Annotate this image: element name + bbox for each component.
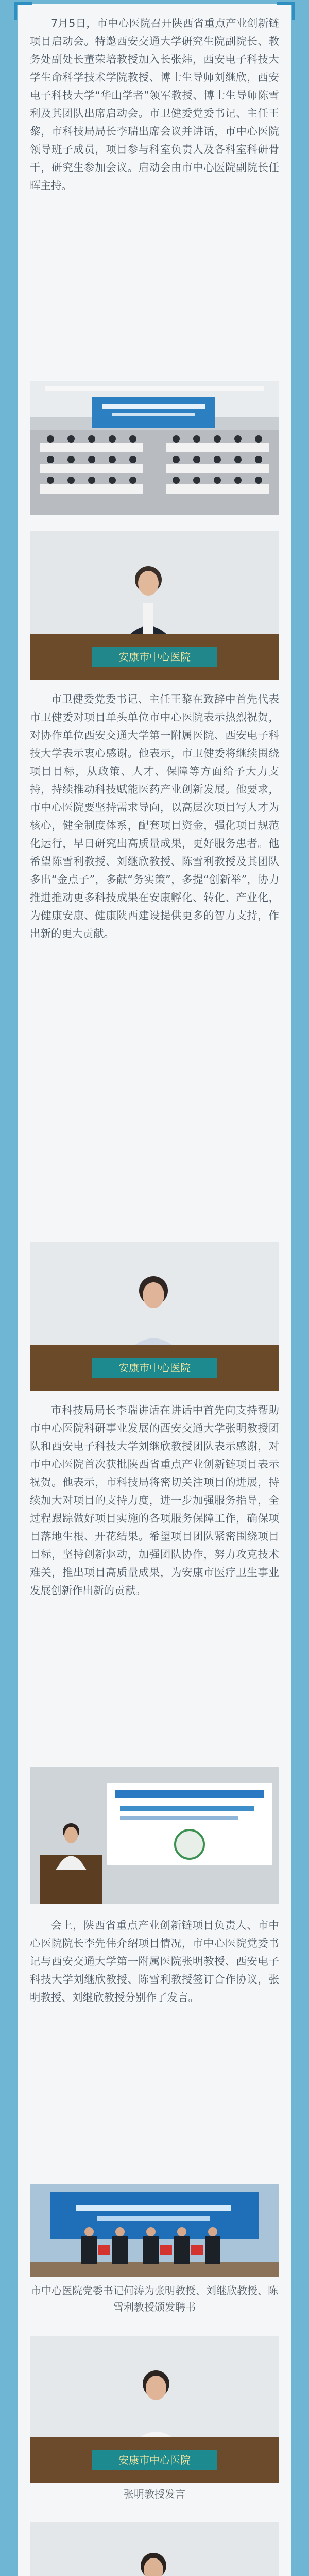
photo-speaker-wangli: [30, 531, 279, 680]
photo-zhangming-speech: [30, 2336, 279, 2483]
caption-zhangming: 张明教授发言: [124, 2488, 185, 2500]
banner-text: 安康市中心医院: [118, 1362, 191, 1374]
banner-text: 安康市中心医院: [118, 2454, 191, 2466]
frame-corner-top-right: [277, 2, 295, 20]
photo-speaker-lirui: [30, 1242, 279, 1391]
article-paragraph-3: 市科技局局长李瑞讲话在讲话中首先向支持帮助市中心医院科研事业发展的西安交通大学张明教授团队和西安电子科技大学刘继欣教授团队表示感谢，对市中心医院首次获批陕西省重点产业创新链项目表示祝贺。他表示，市科技局将密切关注项目的进展，持续加大对项目的支持力度，进一步加强服务指导，全过程跟踪做好项目实施的各项服务保障工作，确保项目落地生根、开花结果。希望项目团队紧密围绕项目目标，坚持创新驱动，加强团队协作，努力攻克技术难关，推出项目高质量成果，为安康市医疗卫生事业发展创新作出新的贡献。: [30, 1404, 279, 1597]
article-paragraph-4: 会上，陕西省重点产业创新链项目负责人、市中心医院院长李先伟介绍项目情况，市中心医院党委书记与西安交通大学第一附属医院张明教授、西安电子科技大学刘继欣教授、陈雪利教授签订合作协议，张明教授、刘继欣教授分别作了发言。: [30, 1919, 279, 2004]
photo-project-presentation: [30, 1767, 279, 1904]
photo-liujixin-speech: [30, 2522, 279, 2576]
article-paragraph-2: 市卫健委党委书记、主任王黎在致辞中首先代表市卫健委对项目单头单位市中心医院表示热烈祝贺，对协作单位西安交通大学第一附属医院、西安电子科技大学表示衷心感谢。他表示，市卫健委将继续围绕项目目标，从政策、人才、保障等方面给予大力支持，持续推动科技赋能医药产业创新发展。他要求，市中心医院要坚持需求导向，以高层次项目写人才为核心，健全制度体系，配套项目资金，强化项目规范化运行，早日研究出高质量成果，更好服务患者。他希望陈雪利教授、刘继欣教授、陈雪利教授及其团队多出“金点子”，多献“务实策”，多提“创新举”，协力推进推动更多科技成果在安康孵化、转化、产业化，为健康安康、健康陕西建设提供更多的智力支持，作出新的更大贡献。: [30, 693, 279, 940]
caption-certificate: 市中心医院党委书记何涛为张明教授、刘继欣教授、陈雪利教授颁发聘书: [31, 2284, 278, 2313]
banner-text: 安康市中心医院: [118, 651, 191, 663]
photo-conference-hall: [30, 381, 279, 515]
article-paragraph-1: 7月5日，市中心医院召开陕西省重点产业创新链项目启动会。特邀西安交通大学研究生院副院长、教务处副处长董荣培教授加入长张炜，西安电子科技大学生命科学技术学院教授、博士生导师刘继欣，西安电子科技大学“华山学者”领军教授、博士生导师陈雪利及其团队出席启动会。市卫健委党委书记、主任王黎，市科技局局长李瑞出席会议并讲话，市中心医院领导班子成员，项目参与科室负责人及各科室科研骨干，研究生参加会议。启动会由市中心医院副院长任晖主持。: [30, 17, 279, 192]
photo-certificate-award: [30, 2184, 279, 2277]
frame-corner-top-left: [14, 2, 32, 20]
